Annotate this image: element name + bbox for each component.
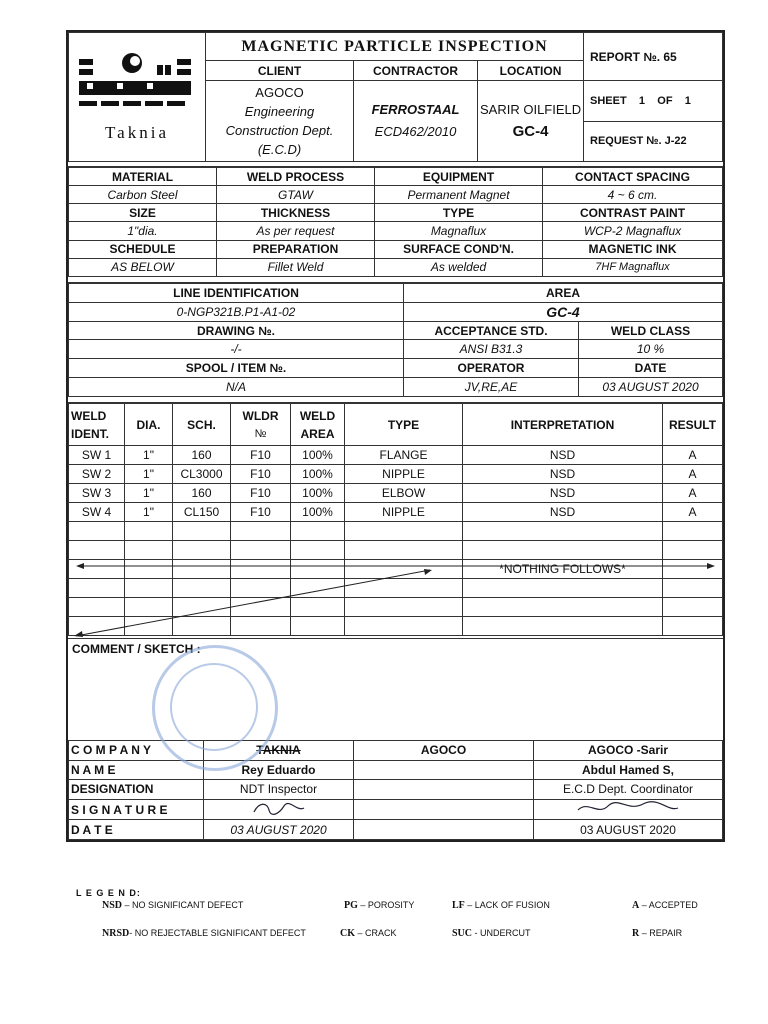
col-weld-area: WELD AREA xyxy=(291,404,345,446)
comment-label: COMMENT / SKETCH : xyxy=(72,642,201,656)
inspector-company: TAKNIA xyxy=(204,741,354,761)
line-info-section xyxy=(68,282,723,397)
coordinator-designation: E.C.D Dept. Coordinator xyxy=(534,780,723,800)
legend-title: L E G E N D: xyxy=(76,888,141,898)
client-line-2: Engineering xyxy=(244,104,315,120)
inspector-sign-date: 03 AUGUST 2020 xyxy=(204,820,354,840)
contractor-value xyxy=(354,81,478,162)
process-section xyxy=(68,166,723,277)
schedule-label: SCHEDULE xyxy=(69,240,217,258)
logo-wordmark: Taknia xyxy=(104,123,169,142)
inspector-signature xyxy=(204,799,354,820)
drawing-label: DRAWING №. xyxy=(69,321,404,340)
signoff-section xyxy=(68,740,723,840)
ndt-stamp-icon xyxy=(152,645,278,771)
signature-scribble-icon xyxy=(573,800,683,816)
material-label: MATERIAL xyxy=(69,168,217,186)
legend xyxy=(76,888,716,946)
report-date-value: 03 AUGUST 2020 xyxy=(579,378,723,397)
size-label: SIZE xyxy=(69,204,217,222)
inspector-name: Rey Eduardo xyxy=(204,760,354,780)
signature-scribble-icon xyxy=(249,800,309,816)
location-value xyxy=(478,81,584,162)
request-number: REQUEST №. J-22 xyxy=(584,121,723,161)
coordinator-name: Abdul Hamed S, xyxy=(534,760,723,780)
type-label: TYPE xyxy=(375,204,543,222)
location-line-1: SARIR OILFIELD xyxy=(480,102,582,118)
contact-spacing-value: 4 ~ 6 cm. xyxy=(543,186,723,204)
date-row-label: D A T E xyxy=(69,820,204,840)
weld-class-label: WELD CLASS xyxy=(579,321,723,340)
weld-process-value: GTAW xyxy=(217,186,375,204)
table-row: SW 3 1" 160 F10 100% ELBOW NSD A xyxy=(69,484,723,503)
contractor-line-1: FERROSTAAL xyxy=(371,102,460,118)
magnetic-ink-label: MAGNETIC INK xyxy=(543,240,723,258)
report-header xyxy=(68,32,723,162)
spool-label: SPOOL / ITEM №. xyxy=(69,359,404,378)
preparation-value: Fillet Weld xyxy=(217,258,375,276)
results-table xyxy=(68,402,723,639)
table-row: SW 2 1" CL3000 F10 100% NIPPLE NSD A xyxy=(69,465,723,484)
contrast-paint-label: CONTRAST PAINT xyxy=(543,204,723,222)
client-line-4: (E.C.D) xyxy=(257,142,302,158)
col-weld-ident: WELD IDENT. xyxy=(69,404,125,446)
client-line-3: Construction Dept. xyxy=(225,123,334,139)
col-sch: SCH. xyxy=(173,404,231,446)
report-number: REPORT №. 65 xyxy=(584,33,723,81)
contrast-paint-value: WCP-2 Magnaflux xyxy=(543,222,723,240)
weld-process-label: WELD PROCESS xyxy=(217,168,375,186)
type-value: Magnaflux xyxy=(375,222,543,240)
drawing-value: -/- xyxy=(69,340,404,359)
report-title: MAGNETIC PARTICLE INSPECTION xyxy=(206,33,584,61)
surface-condition-label: SURFACE COND'N. xyxy=(375,240,543,258)
contractor-label: CONTRACTOR xyxy=(354,61,478,81)
magnetic-ink-value: 7HF Magnaflux xyxy=(543,258,723,276)
location-line-2: GC-4 xyxy=(512,123,549,141)
col-dia: DIA. xyxy=(125,404,173,446)
company-logo xyxy=(69,33,206,162)
client-line-1: AGOCO xyxy=(255,85,304,101)
table-row: SW 4 1" CL150 F10 100% NIPPLE NSD A xyxy=(69,503,723,522)
client-company: AGOCO xyxy=(354,741,534,761)
company-row-label: C O M P A N Y xyxy=(69,741,204,761)
client-label: CLIENT xyxy=(206,61,354,81)
thickness-label: THICKNESS xyxy=(217,204,375,222)
schedule-value: AS BELOW xyxy=(69,258,217,276)
line-id-label: LINE IDENTIFICATION xyxy=(69,284,404,303)
legend-row-1: NSD – NO SIGNIFICANT DEFECT PG – POROSITY LF – LACK OF FUSION A – ACCEPTED xyxy=(102,900,698,911)
legend-row-2: NRSD- NO REJECTABLE SIGNIFICANT DEFECT CK – CRACK SUC - UNDERCUT R – REPAIR xyxy=(102,928,683,939)
client-value xyxy=(206,81,354,162)
size-value: 1"dia. xyxy=(69,222,217,240)
operator-value: JV,RE,AE xyxy=(404,378,579,397)
col-wldr: WLDR № xyxy=(231,404,291,446)
inspector-designation: NDT Inspector xyxy=(204,780,354,800)
weld-class-value: 10 % xyxy=(579,340,723,359)
material-value: Carbon Steel xyxy=(69,186,217,204)
coordinator-sign-date: 03 AUGUST 2020 xyxy=(534,820,723,840)
location-label: LOCATION xyxy=(478,61,584,81)
sheet-info: SHEET 1 OF 1 xyxy=(584,81,723,121)
spool-value: N/A xyxy=(69,378,404,397)
acceptance-value: ANSI B31.3 xyxy=(404,340,579,359)
strike-through-lines xyxy=(68,403,723,639)
equipment-label: EQUIPMENT xyxy=(375,168,543,186)
contact-spacing-label: CONTACT SPACING xyxy=(543,168,723,186)
acceptance-label: ACCEPTANCE STD. xyxy=(404,321,579,340)
signature-row-label: S I G N A T U R E xyxy=(69,799,204,820)
preparation-label: PREPARATION xyxy=(217,240,375,258)
equipment-value: Permanent Magnet xyxy=(375,186,543,204)
client-coordinator-company: AGOCO -Sarir xyxy=(534,741,723,761)
taknia-logo-icon xyxy=(77,51,197,121)
date-label: DATE xyxy=(579,359,723,378)
thickness-value: As per request xyxy=(217,222,375,240)
col-interpretation: INTERPRETATION xyxy=(463,404,663,446)
area-value: GC-4 xyxy=(404,302,723,321)
col-type: TYPE xyxy=(345,404,463,446)
designation-row-label: DESIGNATION xyxy=(69,780,204,800)
line-id-value: 0-NGP321B.P1-A1-02 xyxy=(69,302,404,321)
area-label: AREA xyxy=(404,284,723,303)
table-row: SW 1 1" 160 F10 100% FLANGE NSD A xyxy=(69,446,723,465)
surface-condition-value: As welded xyxy=(375,258,543,276)
nothing-follows-note: *NOTHING FOLLOWS* xyxy=(463,560,663,579)
col-result: RESULT xyxy=(663,404,723,446)
contractor-line-2: ECD462/2010 xyxy=(374,124,457,140)
operator-label: OPERATOR xyxy=(404,359,579,378)
name-row-label: N A M E xyxy=(69,760,204,780)
coordinator-signature xyxy=(534,799,723,820)
